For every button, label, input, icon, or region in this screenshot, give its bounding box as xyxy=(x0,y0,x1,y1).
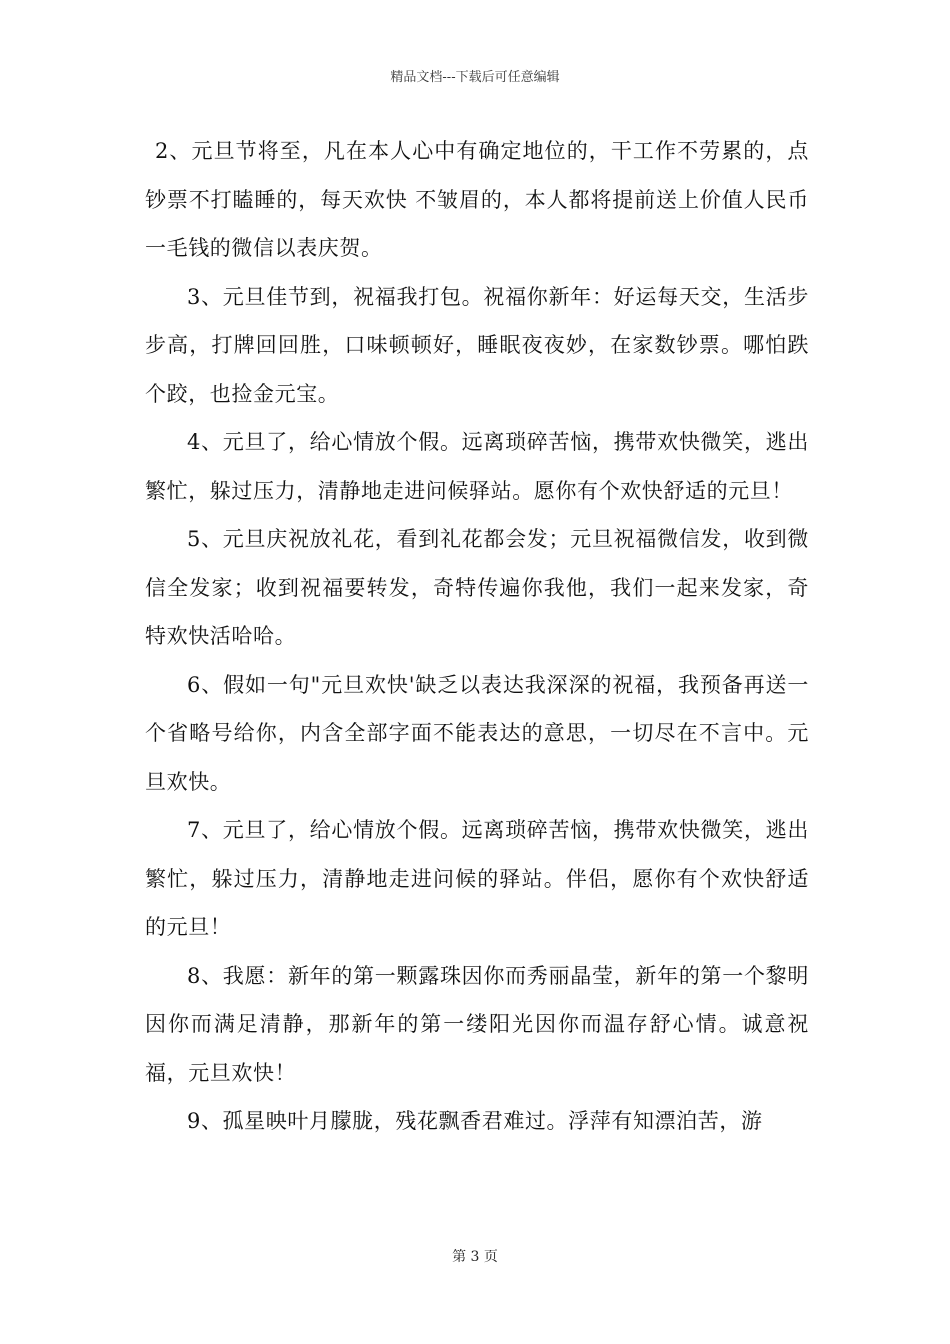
page-number: 第 3 页 xyxy=(452,1249,498,1265)
paragraph-5: 5、元旦庆祝放礼花，看到礼花都会发；元旦祝福微信发，收到微信全发家；收到祝福要转发，奇特传遍你我他，我们一起来发家，奇特欢快活哈哈。 xyxy=(145,527,809,648)
paragraph-2: 2、元旦节将至，凡在本人心中有确定地位的，干工作不劳累的，点钞票不打瞌睡的，每天欢快 不皱眉的，本人都将提前送上价值人民币一毛钱的微信以表庆贺。 xyxy=(145,139,809,260)
paragraph-8: 8、我愿：新年的第一颗露珠因你而秀丽晶莹，新年的第一个黎明因你而满足清静，那新年的第一缕阳光因你而温存舒心情。诚意祝福，元旦欢快！ xyxy=(145,963,809,1085)
paragraph-6: 6、假如一句"元旦欢快'缺乏以表达我深深的祝福，我预备再送一个省略号给你，内含全部字面不能表达的意思，一切尽在不言中。元旦欢快。 xyxy=(145,672,809,794)
paragraph-7: 7、元旦了，给心情放个假。远离琐碎苦恼，携带欢快微笑，逃出繁忙，躲过压力，清静地走进问候的驿站。伴侣，愿你有个欢快舒适的元旦！ xyxy=(145,818,809,939)
paragraph-9: 9、孤星映叶月朦胧，残花飘香君难过。浮萍有知漂泊苦，游 xyxy=(187,1109,763,1133)
document-body xyxy=(145,127,809,1146)
paragraph-4: 4、元旦了，给心情放个假。远离琐碎苦恼，携带欢快微笑，逃出繁忙，躲过压力，清静地走进问候驿站。愿你有个欢快舒适的元旦！ xyxy=(145,430,809,503)
page-header: 精品文档---下载后可任意编辑 xyxy=(390,70,560,85)
paragraph-3: 3、元旦佳节到，祝福我打包。祝福你新年：好运每天交，生活步步高，打牌回回胜，口味顿顿好，睡眠夜夜妙，在家数钞票。哪怕跌个跤，也捡金元宝。 xyxy=(145,284,809,406)
